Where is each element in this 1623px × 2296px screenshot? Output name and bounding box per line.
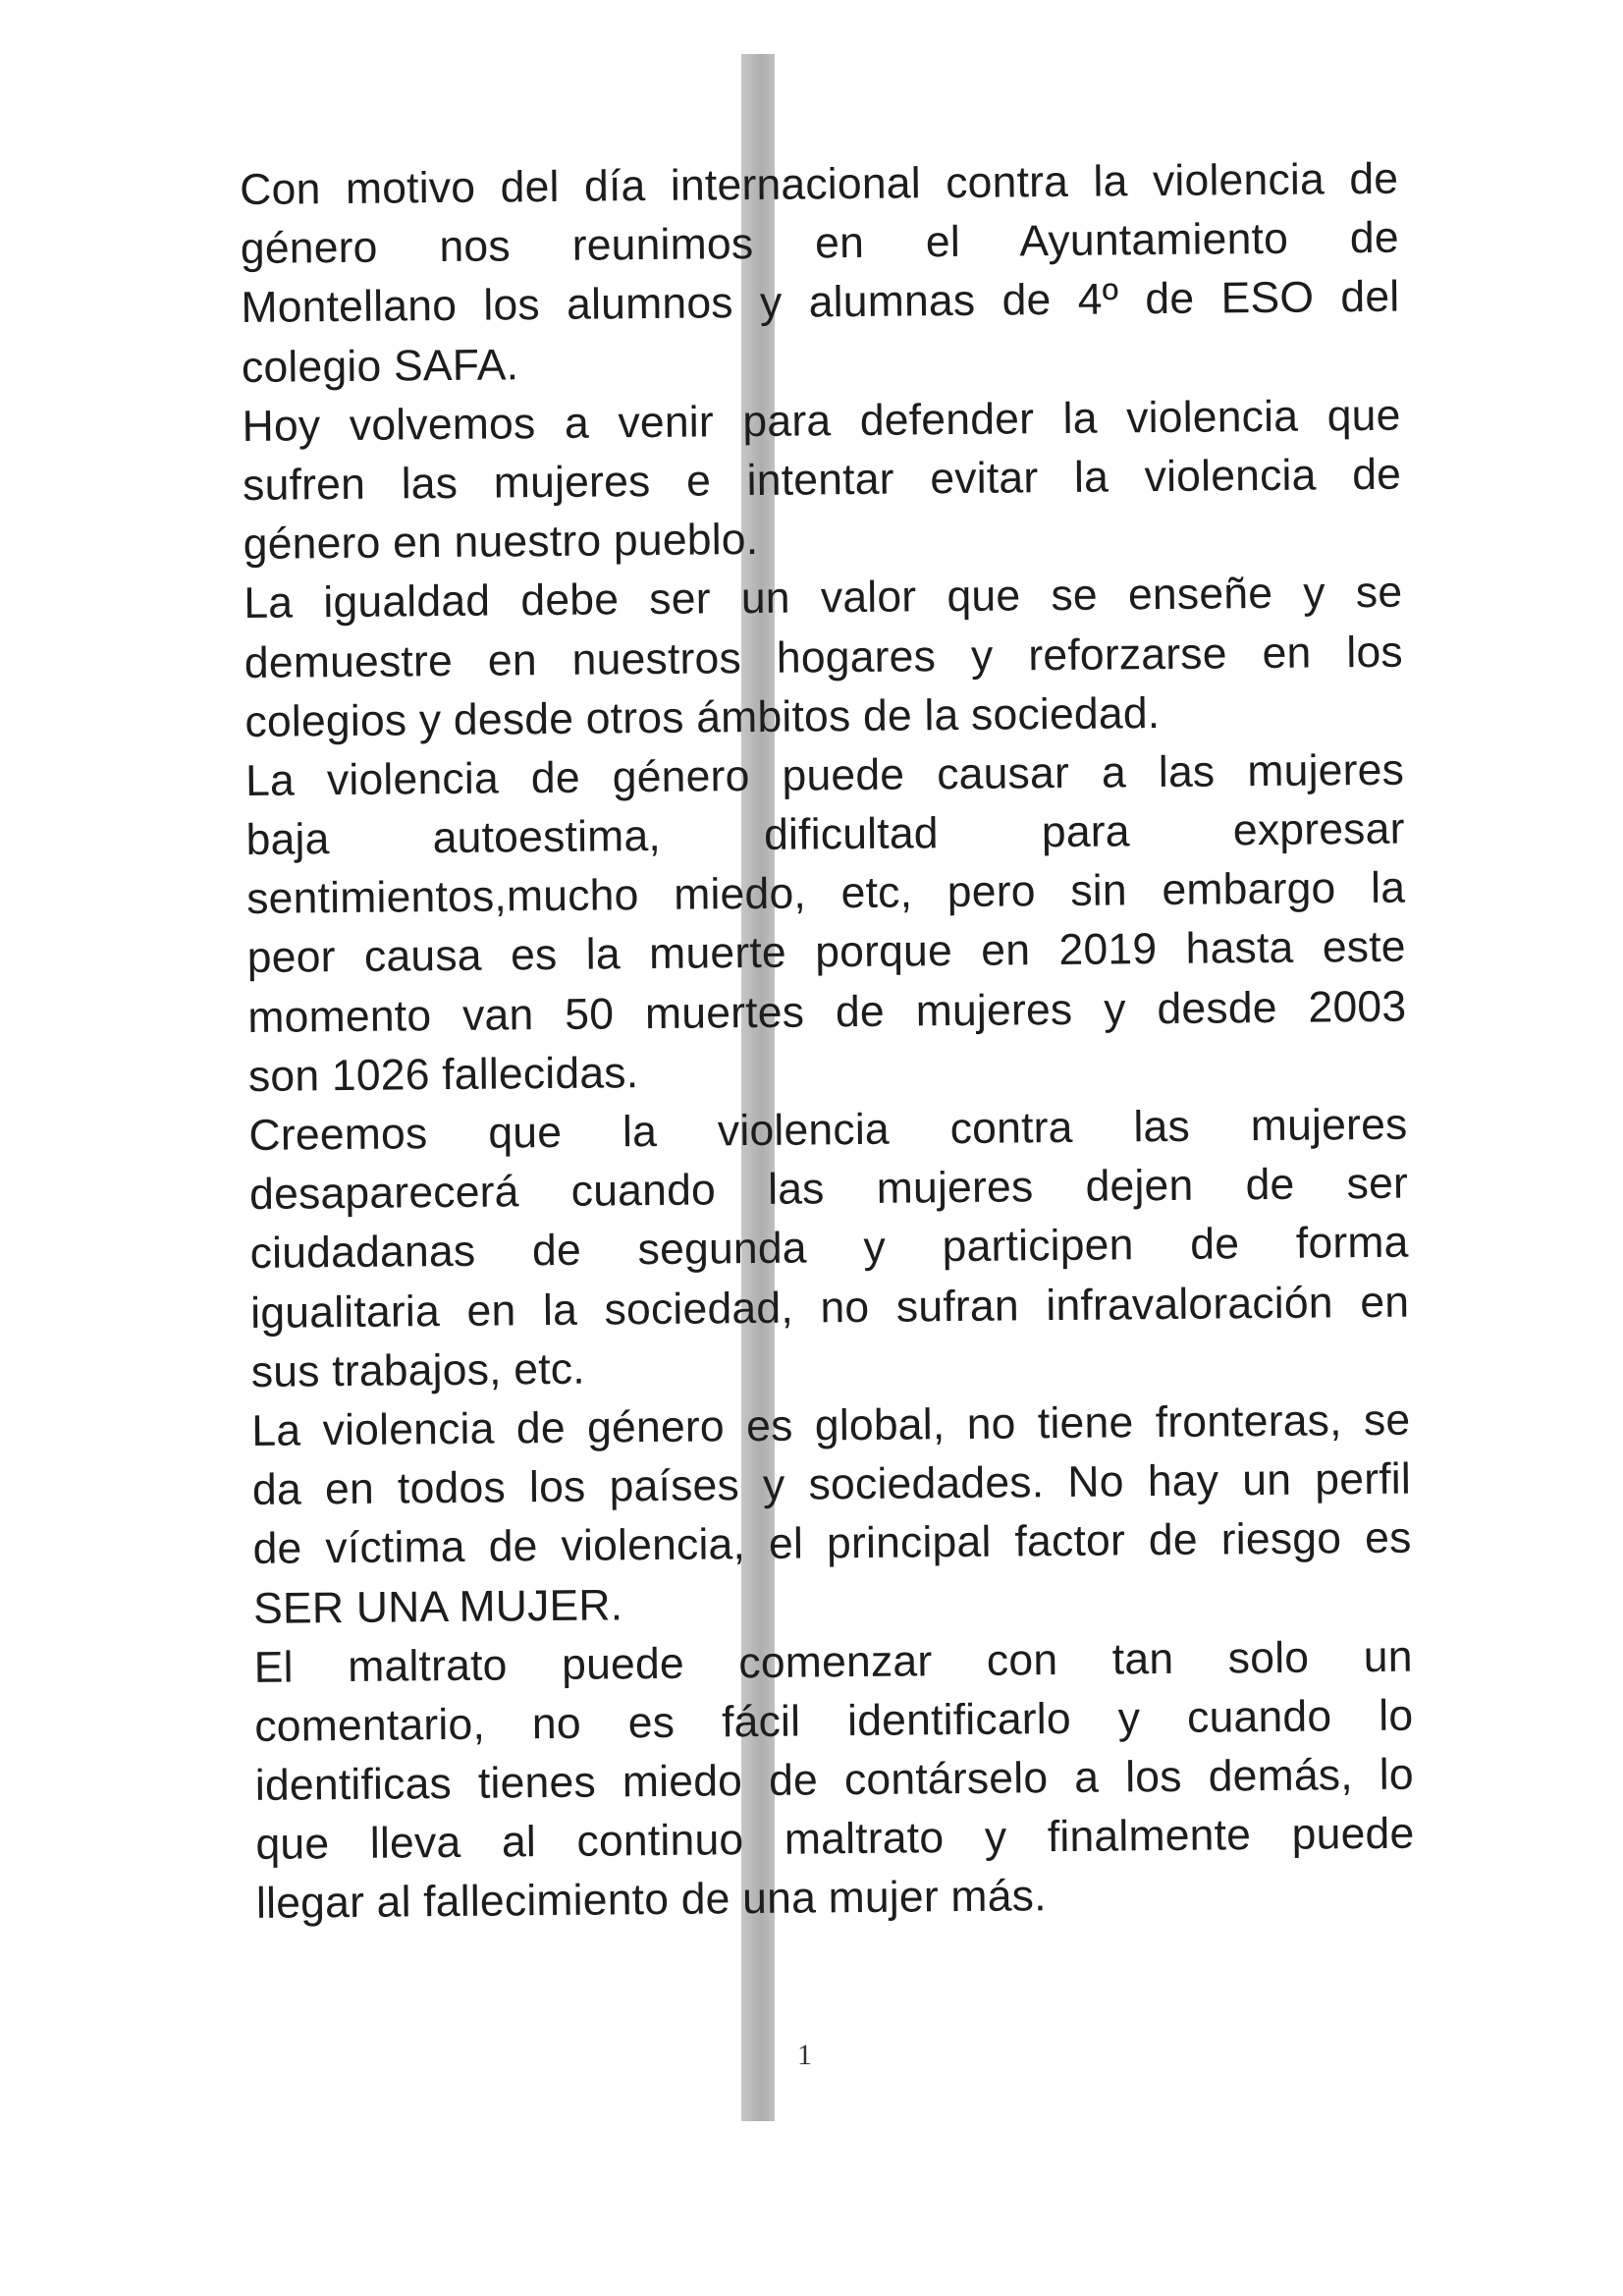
text-line: igualitaria en la sociedad, no sufran infravaloración en: [250, 1278, 1410, 1338]
text-line: género en nuestro pueblo.: [243, 516, 759, 570]
text-line: ciudadanas de segunda y participen de forma: [249, 1218, 1409, 1279]
text-line: sus trabajos, etc.: [250, 1344, 586, 1396]
text-line: peor causa es la muerte porque en 2019 hasta este: [246, 923, 1406, 983]
text-line: Con motivo del día internacional contra la violencia de: [240, 154, 1399, 214]
page-number: 1: [797, 2039, 812, 2071]
text-line: momento van 50 muertes de mujeres y desde 2003: [247, 982, 1407, 1042]
text-line: colegios y desde otros ámbitos de la sociedad.: [244, 688, 1161, 746]
text-line: La violencia de género puede causar a las mujeres: [244, 745, 1405, 805]
paragraph-1: [240, 150, 1400, 398]
text-line: El maltrato puede comenzar con tan solo un: [253, 1632, 1413, 1692]
paragraph-6: [251, 1392, 1412, 1639]
text-line: de víctima de violencia, el principal factor de riesgo es: [252, 1513, 1412, 1574]
text-line: comentario, no es fácil identificarlo y cuando lo: [254, 1691, 1414, 1751]
paragraph-2: [242, 386, 1402, 574]
text-line: demuestre en nuestros hogares y reforzarse en los: [243, 628, 1404, 687]
text-line: sentimientos,mucho miedo, etc, pero sin embargo la: [245, 863, 1406, 924]
paragraph-4: [245, 741, 1407, 1107]
text-line: colegio SAFA.: [241, 340, 519, 392]
text-line: Creemos que la violencia contra las mujeres: [248, 1100, 1408, 1160]
body-text: [240, 150, 1415, 1935]
text-line: llegar al fallecimiento de una mujer más.: [255, 1872, 1047, 1929]
text-line: Montellano los alumnos y alumnas de 4º de ESO del: [241, 273, 1400, 333]
text-line: sufren las mujeres e intentar evitar la violencia de: [242, 450, 1402, 510]
text-line: son 1026 fallecidas.: [247, 1048, 639, 1101]
text-line: SER UNA MUJER.: [252, 1580, 623, 1633]
text-line: baja autoestima, dificultad para expresar: [245, 804, 1405, 865]
text-line: que lleva al continuo maltrato y finalmente puede: [255, 1809, 1415, 1870]
paragraph-3: [243, 564, 1404, 752]
text-line: Hoy volvemos a venir para defender la violencia que: [242, 391, 1401, 451]
text-line: género nos reunimos en el Ayuntamiento de: [240, 213, 1400, 274]
text-line: da en todos los países y sociedades. No hay un perfil: [251, 1454, 1412, 1515]
text-line: identificas tienes miedo de contárselo a los demás, lo: [254, 1750, 1415, 1810]
text-line: La violencia de género es global, no tiene fronteras, se: [251, 1395, 1411, 1455]
paragraph-5: [248, 1096, 1410, 1402]
paragraph-7: [253, 1627, 1415, 1934]
text-line: desaparecerá cuando las mujeres dejen de ser: [248, 1159, 1409, 1220]
text-line: La igualdad debe ser un valor que se enseñe y se: [243, 568, 1403, 629]
